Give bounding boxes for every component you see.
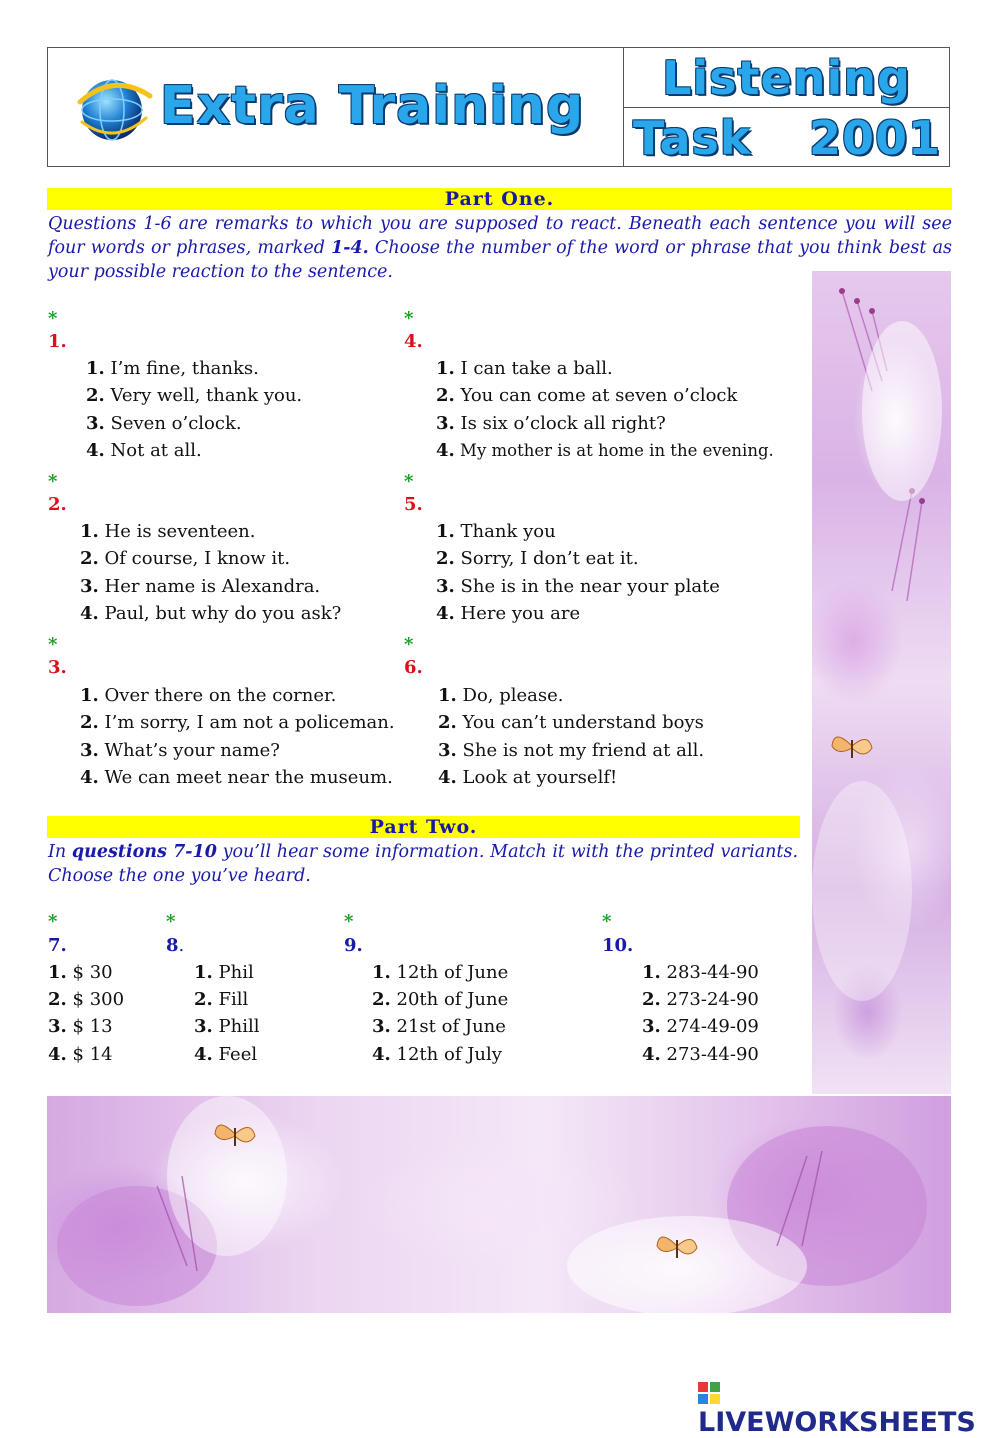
option-item[interactable]: 4. Not at all.: [86, 439, 202, 461]
question-options: [48, 959, 124, 1068]
flower-decoration-bottom: [47, 1096, 951, 1313]
flower-decoration-right: [812, 271, 951, 1094]
option-item[interactable]: 3. What’s your name?: [80, 739, 280, 761]
option-item[interactable]: 3. 274-49-09: [642, 1016, 759, 1038]
task-label: Task: [633, 111, 752, 165]
option-item[interactable]: 3. Seven o’clock.: [86, 412, 242, 434]
option-item[interactable]: 1. Do, please.: [438, 685, 564, 706]
answer-star: *: [602, 911, 612, 932]
option-item[interactable]: 4. $ 14: [48, 1043, 113, 1065]
answer-star: *: [404, 308, 414, 329]
option-item[interactable]: 1. Over there on the corner.: [80, 685, 337, 706]
option-item[interactable]: 4. 12th of July: [372, 1043, 502, 1065]
part-two-instructions: In questions 7-10 you’ll hear some information. Match it with the printed variants. Choose the one you’ve heard.: [48, 842, 799, 886]
option-item[interactable]: 3. Her name is Alexandra.: [80, 575, 321, 597]
option-item[interactable]: 1. He is seventeen.: [80, 521, 256, 542]
option-item[interactable]: 3. Phill: [194, 1016, 260, 1038]
answer-star: *: [48, 634, 58, 655]
page-title: Extra Training: [160, 76, 585, 136]
option-item[interactable]: 2. 273-24-90: [642, 989, 759, 1011]
option-item[interactable]: 4. My mother is at home in the evening.: [436, 439, 774, 461]
answer-star: *: [48, 471, 58, 492]
answer-star: *: [48, 911, 58, 932]
header-divider: [623, 107, 950, 108]
question-number: 8.: [166, 935, 185, 956]
option-item[interactable]: 2. Of course, I know it.: [80, 548, 291, 570]
question-options: [86, 355, 302, 464]
option-item[interactable]: 4. Feel: [194, 1043, 258, 1065]
question-number: 4.: [404, 331, 423, 352]
option-item[interactable]: 2. 20th of June: [372, 989, 509, 1011]
liveworksheets-logo-icon: [698, 1382, 720, 1404]
option-item[interactable]: 3. She is not my friend at all.: [438, 739, 705, 761]
question-number: 10.: [602, 935, 634, 956]
butterfly-icon: [655, 1226, 699, 1266]
option-item[interactable]: 2. Fill: [194, 989, 249, 1011]
option-item[interactable]: 4. Look at yourself!: [438, 766, 618, 788]
question-options: [642, 959, 759, 1068]
option-item[interactable]: 2. $ 300: [48, 989, 125, 1011]
liveworksheets-logo[interactable]: [698, 1378, 1000, 1438]
part-two-heading: Part Two.: [47, 816, 800, 838]
question-number: 3.: [48, 657, 67, 678]
option-item[interactable]: 4. Here you are: [436, 602, 581, 624]
answer-star: *: [166, 911, 176, 932]
answer-star: *: [404, 471, 414, 492]
question-options: [436, 518, 720, 627]
answer-star: *: [344, 911, 354, 932]
option-item[interactable]: 1. 283-44-90: [642, 962, 759, 983]
option-item[interactable]: 1. I’m fine, thanks.: [86, 358, 259, 379]
option-item[interactable]: 2. Very well, thank you.: [86, 385, 303, 407]
option-item[interactable]: 1. Thank you: [436, 521, 556, 542]
question-number: 6.: [404, 657, 423, 678]
option-item[interactable]: 3. $ 13: [48, 1016, 113, 1038]
option-item[interactable]: 1. I can take a ball.: [436, 358, 613, 379]
task-number: 2001: [809, 111, 942, 165]
option-item[interactable]: 4. Paul, but why do you ask?: [80, 602, 342, 624]
option-item[interactable]: 3. She is in the near your plate: [436, 575, 720, 597]
logo-text: LIVEWORKSHEETS: [698, 1407, 976, 1438]
question-options: [436, 355, 774, 464]
answer-star: *: [48, 308, 58, 329]
question-options: [438, 682, 704, 791]
option-item[interactable]: 4. 273-44-90: [642, 1043, 759, 1065]
question-number: 5.: [404, 494, 423, 515]
question-number: 2.: [48, 494, 67, 515]
question-options: [194, 959, 260, 1068]
option-item[interactable]: 4. We can meet near the museum.: [80, 766, 393, 788]
option-item[interactable]: 1. Phil: [194, 962, 254, 983]
butterfly-icon: [830, 726, 874, 766]
question-options: [80, 518, 341, 627]
part-one-instructions: Questions 1-6 are remarks to which you are supposed to react. Beneath each sentence you will see four words or phrases, marked 1-4. Choose the number of the word or phrase that you think best as your possible reaction to the sentence.: [48, 214, 952, 282]
option-item[interactable]: 1. $ 30: [48, 962, 113, 983]
option-item[interactable]: 1. 12th of June: [372, 962, 509, 983]
option-item[interactable]: 2. You can come at seven o’clock: [436, 385, 738, 407]
option-item[interactable]: 2. I’m sorry, I am not a policeman.: [80, 712, 395, 734]
option-item[interactable]: 3. 21st of June: [372, 1016, 506, 1038]
listening-label: Listening: [662, 51, 911, 105]
question-options: [372, 959, 508, 1068]
answer-star: *: [404, 634, 414, 655]
part-one-heading: Part One.: [47, 188, 952, 210]
butterfly-icon: [213, 1114, 257, 1154]
option-item[interactable]: 2. You can’t understand boys: [438, 712, 704, 734]
globe-icon: [74, 68, 154, 148]
question-number: 7.: [48, 935, 67, 956]
question-options: [80, 682, 395, 791]
option-item[interactable]: 3. Is six o’clock all right?: [436, 412, 666, 434]
question-number: 9.: [344, 935, 363, 956]
question-number: 1.: [48, 331, 67, 352]
option-item[interactable]: 2. Sorry, I don’t eat it.: [436, 548, 639, 570]
